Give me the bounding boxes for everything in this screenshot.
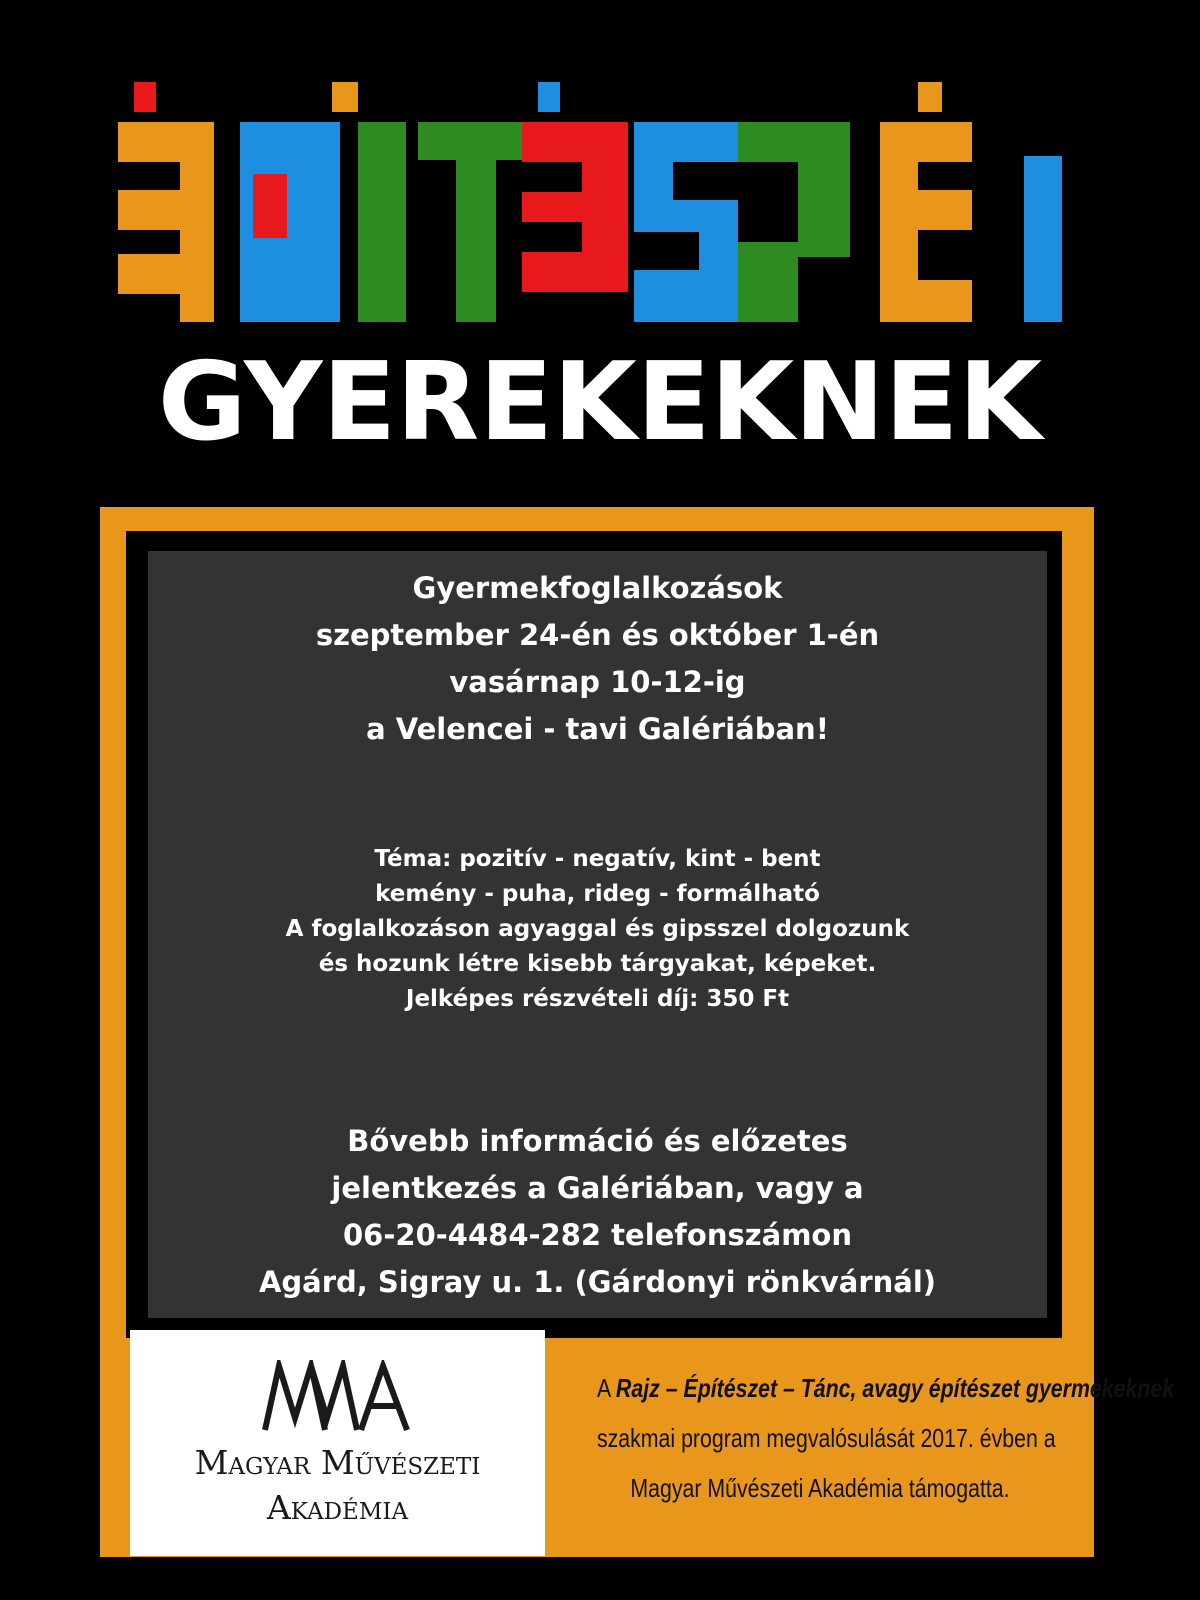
event-line: Gyermekfoglalkozások	[412, 571, 783, 605]
letter-i2	[1024, 156, 1062, 322]
letter-e2	[522, 82, 628, 292]
contact-block	[148, 1118, 1047, 1306]
support-note	[548, 1363, 1175, 1543]
logo-line-1: Magyar Művészeti	[194, 1443, 481, 1482]
details-line: Jelképes részvételi díj: 350 Ft	[405, 986, 790, 1012]
letter-s	[634, 122, 738, 322]
letter-z	[738, 122, 850, 322]
event-line: a Velencei - tavi Galériában!	[366, 712, 829, 746]
support-program: Rajz – Építészet – Tánc, avagy építészet gyermekeknek	[615, 1373, 1175, 1403]
details-block	[148, 842, 1047, 1017]
poster-title-graphic	[118, 82, 1084, 327]
support-line-3: Magyar Művészeti Akadémia támogatta.	[630, 1473, 1010, 1503]
poster-title	[118, 82, 1084, 327]
event-block	[148, 565, 1047, 753]
support-line-2: szakmai program megvalósulását 2017. évben a	[596, 1423, 1056, 1453]
contact-line: Bővebb információ és előzetes	[347, 1124, 848, 1158]
mma-monogram-icon	[257, 1360, 417, 1434]
letter-t	[418, 122, 522, 322]
details-line: Téma: pozitív - negatív, kint - bent	[374, 846, 821, 872]
contact-line: 06-20-4484-282 telefonszámon	[343, 1218, 852, 1252]
logo-line-2: Akadémia	[266, 1488, 409, 1527]
details-line: A foglalkozáson agyaggal és gipsszel dolgozunk	[285, 916, 910, 942]
letter-e1	[118, 122, 214, 322]
event-line: vasárnap 10-12-ig	[449, 665, 746, 699]
poster-subtitle: GYEREKEKNEK	[157, 340, 1043, 465]
support-prefix: A	[596, 1373, 616, 1403]
mma-logo-mark	[257, 1360, 417, 1434]
letter-i1	[332, 82, 406, 322]
support-line-1	[596, 1363, 1175, 1413]
letter-e3	[880, 82, 972, 322]
letter-p	[240, 122, 340, 322]
event-line: szeptember 24-én és október 1-én	[315, 618, 880, 652]
contact-line: jelentkezés a Galériában, vagy a	[331, 1171, 864, 1205]
info-panel	[148, 551, 1047, 1318]
details-line: és hozunk létre kisebb tárgyakat, képeket.	[318, 951, 877, 977]
contact-line: Agárd, Sigray u. 1. (Gárdonyi rönkvárnál)	[258, 1265, 937, 1299]
accent-1	[134, 82, 156, 112]
details-line: kemény - puha, rideg - formálható	[375, 881, 820, 907]
mma-logo	[130, 1330, 545, 1556]
